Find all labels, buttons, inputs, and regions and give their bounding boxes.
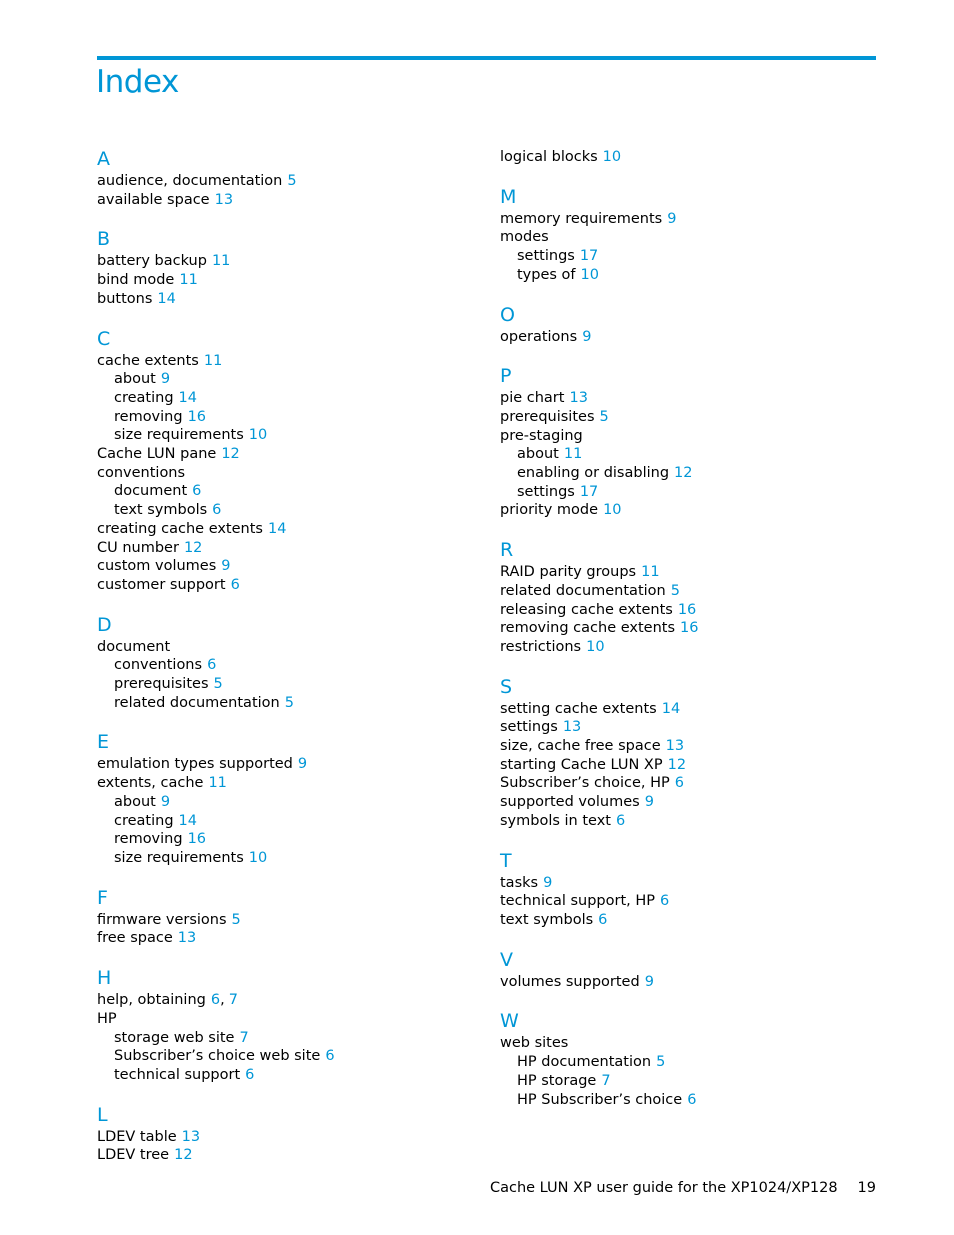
index-entry-text: conventions (114, 657, 203, 674)
index-entry (97, 1010, 457, 1029)
index-entry-text: technical support (114, 1066, 241, 1083)
page-link[interactable]: 12 (183, 539, 203, 556)
index-entry (500, 718, 880, 737)
index-subentry (97, 1047, 457, 1066)
index-entry-text: custom volumes (97, 558, 217, 575)
page-link[interactable]: 5 (599, 408, 609, 425)
page-link[interactable]: 7 (601, 1072, 611, 1089)
index-entry-text: size, cache free space (500, 738, 661, 755)
index-subentry (97, 694, 457, 713)
index-entry-text: extents, cache (97, 775, 204, 792)
index-entry-text: size requirements (114, 849, 244, 866)
index-entry-text: related documentation (500, 582, 666, 599)
index-entry-text: releasing cache extents (500, 601, 673, 618)
index-entry (500, 148, 880, 167)
index-entry (97, 445, 457, 464)
page-link[interactable]: 11 (563, 446, 583, 463)
index-entry-text: settings (517, 248, 575, 265)
index-entry-text: conventions (97, 464, 186, 481)
page-link[interactable]: 5 (287, 173, 297, 189)
index-section (97, 228, 457, 308)
index-entry-text: prerequisites (114, 676, 209, 693)
index-entry (500, 756, 880, 775)
index-entry (97, 991, 457, 1010)
index-entry-text: supported volumes (500, 794, 640, 811)
page-link[interactable]: 12 (221, 446, 240, 463)
index-subentry (97, 370, 457, 389)
page-link[interactable]: 6 (660, 893, 670, 910)
page-footer (0, 1180, 876, 1196)
index-entry-text: storage web site (114, 1029, 235, 1046)
index-section (500, 676, 880, 831)
index-letter-heading: P (500, 365, 512, 388)
page-link[interactable]: 10 (602, 149, 622, 165)
index-entry (97, 755, 457, 774)
index-entry-text: HP Subscriber’s choice (517, 1091, 683, 1108)
page-link[interactable]: 11 (203, 352, 223, 369)
page-link[interactable]: 13 (214, 191, 234, 208)
index-entry-text: pre-staging (500, 427, 583, 444)
index-entry (97, 464, 457, 483)
index-subentry (500, 483, 880, 502)
index-entry-text: modes (500, 229, 549, 246)
index-subentry (500, 266, 880, 285)
index-entry (500, 874, 880, 893)
index-entry (97, 191, 457, 210)
index-entry (97, 911, 457, 930)
page-link[interactable]: 9 (160, 793, 171, 810)
index-letter-heading: C (97, 327, 111, 350)
page-link[interactable]: 6 (687, 1091, 697, 1108)
index-entry (500, 812, 880, 831)
page-separator: , (220, 992, 225, 1009)
index-entry-text: technical support, HP (500, 893, 656, 910)
page-link[interactable]: 14 (157, 290, 176, 307)
index-subentry (97, 501, 457, 520)
index-entry (500, 328, 880, 347)
index-section (500, 186, 880, 285)
index-entry (97, 539, 457, 558)
index-entry (97, 352, 457, 371)
index-entry (500, 210, 880, 229)
index-entry-text: enabling or disabling (517, 465, 670, 482)
index-entry (500, 389, 880, 408)
page-link[interactable]: 9 (221, 558, 231, 575)
index-entry (500, 892, 880, 911)
index-entry (500, 408, 880, 427)
index-entry-text: LDEV table (97, 1128, 177, 1145)
page-link[interactable]: 16 (187, 831, 207, 848)
index-subentry (500, 445, 880, 464)
index-entry (500, 774, 880, 793)
index-subentry (500, 464, 880, 483)
page-link[interactable]: 6 (212, 502, 222, 519)
index-entry (97, 520, 457, 539)
index-section (97, 328, 457, 595)
index-section (500, 1010, 880, 1109)
index-entry-text: available space (97, 191, 210, 208)
index-section (97, 614, 457, 713)
page-link[interactable]: 16 (187, 408, 207, 425)
index-entry-text: CU number (97, 539, 179, 556)
index-letter-heading: M (500, 185, 517, 208)
index-entry (97, 638, 457, 657)
index-entry-text: size requirements (114, 427, 244, 444)
index-entry-text: battery backup (97, 253, 207, 270)
index-entry-text: prerequisites (500, 408, 595, 425)
index-subentry (97, 656, 457, 675)
index-entry-text: help, obtaining (97, 992, 206, 1009)
index-letter-heading: S (500, 675, 513, 698)
page-link[interactable]: 6 (598, 911, 608, 928)
index-entry (97, 557, 457, 576)
page-link[interactable]: 6 (230, 576, 240, 593)
page-link[interactable]: 6 (210, 992, 221, 1009)
index-subentry (97, 482, 457, 501)
index-entry (500, 638, 880, 657)
index-entry (500, 427, 880, 446)
footer-doc-title: Cache LUN XP user guide for the XP1024/XP128 (489, 1180, 838, 1196)
index-entry (500, 582, 880, 601)
index-letter-heading: E (97, 731, 110, 754)
index-section (500, 850, 880, 930)
index-entry-text: HP documentation (517, 1054, 652, 1071)
page-link[interactable]: 5 (656, 1054, 666, 1071)
page-link[interactable]: 10 (248, 849, 268, 866)
page-link[interactable]: 9 (667, 210, 677, 227)
page-link[interactable]: 9 (644, 794, 654, 811)
index-entry (97, 172, 457, 191)
page-title: Index (96, 64, 179, 100)
index-subentry (97, 1066, 457, 1085)
index-entry (500, 501, 880, 520)
page-link[interactable]: 7 (228, 992, 238, 1009)
index-entry (500, 601, 880, 620)
index-entry-text: bind mode (97, 272, 175, 289)
page-link[interactable]: 5 (284, 694, 294, 711)
index-entry-text: text symbols (500, 911, 594, 928)
page-link[interactable]: 9 (644, 973, 654, 990)
page-link[interactable]: 12 (174, 1147, 193, 1164)
page-link[interactable]: 6 (325, 1048, 335, 1065)
index-section (500, 539, 880, 657)
index-section (500, 148, 880, 167)
page-link[interactable]: 10 (603, 502, 622, 519)
index-entry-text: LDEV tree (97, 1147, 170, 1164)
index-section (97, 1104, 457, 1165)
index-letter-heading: F (97, 886, 108, 909)
index-entry-text: HP (97, 1010, 117, 1027)
page-link[interactable]: 6 (192, 483, 202, 500)
index-entry (500, 737, 880, 756)
page-link[interactable]: 16 (677, 601, 697, 618)
page-link[interactable]: 13 (569, 390, 588, 407)
page-link[interactable]: 6 (245, 1066, 255, 1083)
page-link[interactable]: 14 (267, 520, 287, 537)
page-link[interactable]: 9 (160, 371, 171, 388)
page-link[interactable]: 10 (248, 427, 268, 444)
index-letter-heading: O (500, 303, 515, 326)
index-letter-heading: T (500, 849, 512, 872)
index-entry (500, 1034, 880, 1053)
index-entry-text: creating (114, 812, 174, 829)
index-column-left (97, 148, 457, 1165)
index-entry-text: emulation types supported (97, 756, 293, 773)
page-link[interactable]: 13 (181, 1128, 201, 1145)
index-section (97, 887, 457, 948)
index-entry-text: HP storage (517, 1072, 597, 1089)
index-entry-text: logical blocks (500, 149, 598, 165)
page-link[interactable]: 17 (579, 248, 599, 265)
index-entry (500, 619, 880, 638)
index-entry-text: audience, documentation (97, 173, 283, 189)
index-entry-text: cache extents (97, 352, 199, 369)
page-link[interactable]: 9 (297, 756, 308, 773)
index-entry-text: types of (517, 266, 576, 283)
page-link[interactable]: 9 (543, 874, 553, 891)
index-entry (500, 563, 880, 582)
index-letter-heading: B (97, 228, 111, 251)
page-link[interactable]: 5 (213, 676, 223, 693)
index-letter-heading: R (500, 539, 514, 562)
index-entry (500, 793, 880, 812)
index-subentry (97, 849, 457, 868)
index-entry (97, 290, 457, 309)
index-entry-text: removing (114, 408, 183, 425)
index-entry-text: creating (114, 389, 174, 406)
index-letter-heading: A (97, 148, 110, 170)
index-entry-text: starting Cache LUN XP (500, 756, 663, 773)
index-subentry (500, 1091, 880, 1110)
index-section (97, 967, 457, 1085)
page-link[interactable]: 11 (179, 272, 198, 289)
index-entry-text: pie chart (500, 390, 565, 407)
page-link[interactable]: 14 (661, 700, 681, 717)
page-link[interactable]: 6 (207, 657, 217, 674)
page-link[interactable]: 14 (178, 389, 197, 406)
page-link[interactable]: 16 (680, 620, 699, 637)
index-entry-text: buttons (97, 290, 153, 307)
index-subentry (97, 830, 457, 849)
index-section (500, 949, 880, 992)
index-entry-text: free space (97, 930, 173, 947)
header-rule (97, 56, 876, 60)
index-entry-text: operations (500, 328, 578, 345)
index-subentry (500, 247, 880, 266)
page-link[interactable]: 17 (579, 483, 599, 500)
index-subentry (97, 793, 457, 812)
index-entry (97, 576, 457, 595)
index-column-right (500, 148, 880, 1109)
index-subentry (97, 1029, 457, 1048)
index-letter-heading: W (500, 1010, 519, 1033)
page-link[interactable]: 10 (580, 266, 599, 283)
index-entry (500, 228, 880, 247)
index-entry-text: document (114, 483, 188, 500)
index-entry-text: related documentation (114, 694, 280, 711)
index-entry-text: volumes supported (500, 973, 640, 990)
index-entry-text: removing (114, 831, 183, 848)
page-link[interactable]: 13 (665, 738, 685, 755)
index-entry-text: tasks (500, 874, 539, 891)
index-letter-heading: L (97, 1103, 108, 1126)
page-link[interactable]: 5 (670, 582, 680, 599)
index-entry-text: Subscriber’s choice web site (114, 1048, 321, 1065)
index-entry-text: priority mode (500, 502, 599, 519)
index-entry-text: about (517, 446, 559, 463)
index-entry-text: about (114, 793, 156, 810)
page-link[interactable]: 11 (211, 253, 231, 270)
index-entry-text: removing cache extents (500, 620, 676, 637)
index-subentry (97, 408, 457, 427)
index-entry (500, 911, 880, 930)
index-entry (500, 700, 880, 719)
page-link[interactable]: 6 (674, 775, 685, 792)
index-section (97, 148, 457, 209)
page-link[interactable]: 13 (177, 930, 197, 947)
page-link[interactable]: 11 (641, 564, 660, 581)
index-letter-heading: V (500, 948, 513, 971)
page-link[interactable]: 5 (231, 911, 241, 928)
index-subentry (500, 1072, 880, 1091)
index-entry-text: about (114, 371, 156, 388)
index-subentry (97, 389, 457, 408)
index-entry-text: text symbols (114, 502, 208, 519)
index-entry-text: web sites (500, 1035, 569, 1052)
index-subentry (97, 812, 457, 831)
page-link[interactable]: 7 (239, 1029, 249, 1046)
index-entry-text: document (97, 638, 171, 655)
index-entry-text: firmware versions (97, 911, 227, 928)
index-subentry (97, 426, 457, 445)
index-entry (97, 774, 457, 793)
index-entry (500, 973, 880, 992)
index-entry-text: settings (517, 483, 575, 500)
page-link[interactable]: 12 (667, 756, 687, 773)
index-entry (97, 929, 457, 948)
index-section (97, 731, 457, 867)
index-section (500, 365, 880, 520)
index-entry-text: memory requirements (500, 210, 663, 227)
index-entry-text: setting cache extents (500, 700, 657, 717)
index-entry (97, 271, 457, 290)
index-entry-text: customer support (97, 576, 226, 593)
page-link[interactable]: 13 (562, 719, 582, 736)
index-section (500, 304, 880, 347)
page-link[interactable]: 11 (208, 775, 227, 792)
page-link[interactable]: 12 (674, 465, 693, 482)
index-subentry (500, 1053, 880, 1072)
page-link[interactable]: 6 (615, 812, 626, 829)
page-link[interactable]: 9 (582, 328, 592, 345)
index-entry-text: symbols in text (500, 812, 611, 829)
index-entry-text: Subscriber’s choice, HP (500, 775, 670, 792)
page-link[interactable]: 10 (586, 638, 605, 655)
index-letter-heading: D (97, 613, 112, 636)
page-link[interactable]: 14 (178, 812, 197, 829)
index-subentry (97, 675, 457, 694)
index-letter-heading: H (97, 967, 112, 990)
index-entry-text: restrictions (500, 638, 582, 655)
index-entry (97, 252, 457, 271)
index-entry (97, 1146, 457, 1165)
index-entry-text: RAID parity groups (500, 564, 637, 581)
index-entry (97, 1128, 457, 1147)
index-entry-text: settings (500, 719, 558, 736)
index-entry-text: creating cache extents (97, 520, 263, 537)
footer-page-number: 19 (857, 1180, 876, 1196)
index-entry-text: Cache LUN pane (97, 446, 217, 463)
